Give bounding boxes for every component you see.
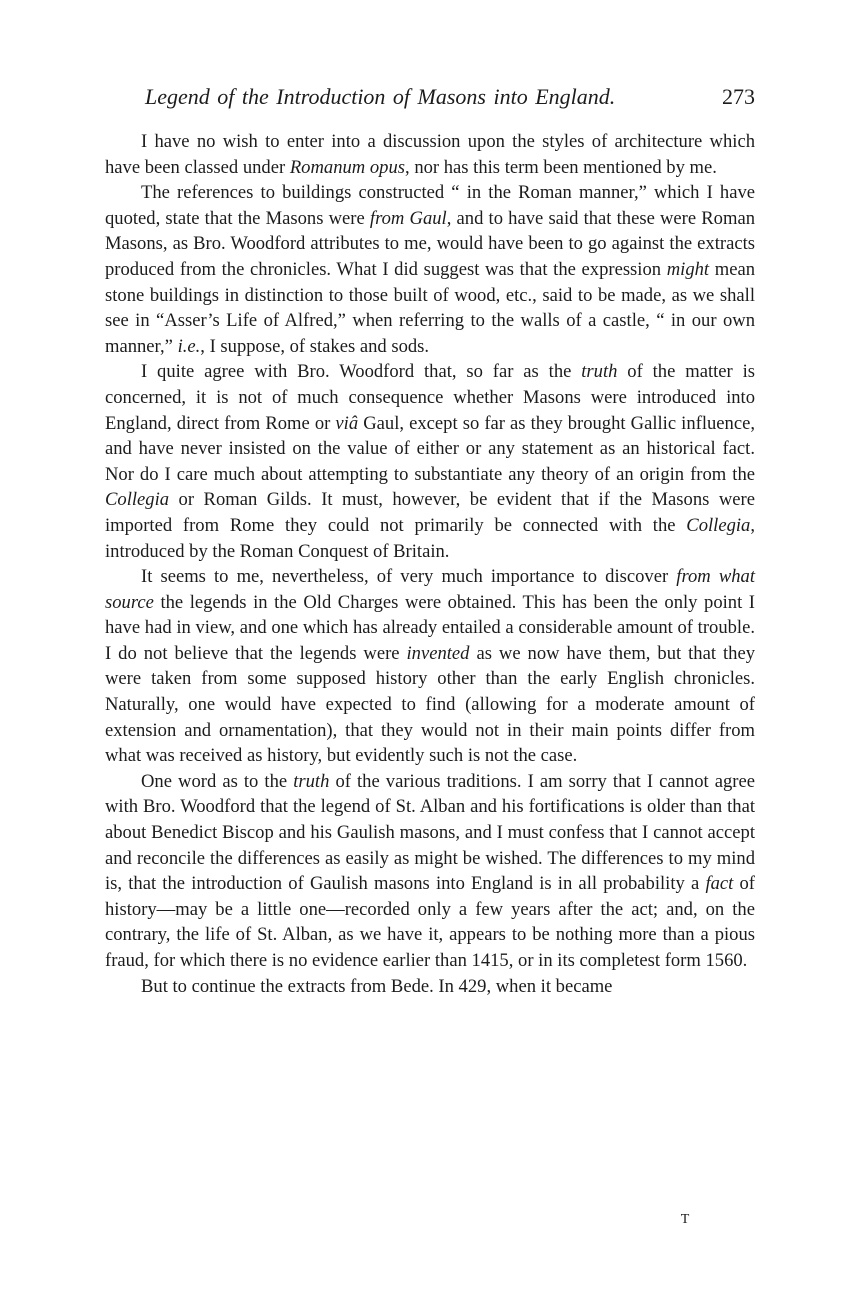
running-header (105, 80, 755, 116)
italic-run: from what source (105, 566, 756, 613)
text-run: of history—may be a little one—recorded only a few years after the act; and, on the contrary, the life of St. Alban, as we have it, appears to be nothing more than a pious fraud, for which there is no evidence earlier than 1415, or in its completest form 1560. (105, 873, 756, 971)
italic-run: truth (293, 770, 330, 792)
text-run: Gaul, except so far as they brought Gallic influence, and have never insisted on the value of either or any statement as an historical fact. Nor do I care much about attempting to substantiate any theory of an origin from the (105, 412, 755, 485)
text-run: of the various traditions. I am sorry that I cannot agree with Bro. Woodford that the legend of St. Alban and his fortifications is older than that about Benedict Biscop and his Gaulish masons, and I must confess that I cannot accept and reconcile the differences as easily as might be wished. The differences to my mind is, that the introduction of Gaulish masons into England is in all probability a (105, 770, 755, 895)
text-run: I have no wish to enter into a discussion upon the styles of architecture which have been classed under (105, 131, 755, 178)
text-run: One word as to the (141, 770, 294, 792)
italic-run: Collegia (105, 489, 170, 511)
text-run: It seems to me, nevertheless, of very much importance to discover (141, 566, 677, 588)
paragraph (105, 769, 755, 974)
paragraph (105, 180, 755, 359)
text-run: , nor has this term been mentioned by me. (405, 156, 717, 178)
paragraph (105, 129, 755, 180)
italic-run: truth (581, 361, 618, 383)
text-run: , and to have said that these were Roman Masons, as Bro. Woodford attributes to me, would have been to go against the extracts produced from the chronicles. What I did suggest was that the expression (105, 207, 755, 280)
signature-mark: T (680, 1212, 690, 1227)
italic-run: invented (406, 642, 470, 664)
text-run: as we now have them, but that they were taken from some supposed history other than the early English chronicles. Naturally, one would have expected to find (allowing for a moderate amount of extension and ornamentation), that they would not in their main points differ from what was received as history, but evidently such is not the case. (105, 642, 755, 767)
paragraph (105, 359, 755, 564)
italic-run: Collegia (686, 514, 751, 536)
page-number: 273 (722, 84, 755, 109)
body-text (105, 129, 755, 999)
paragraph (105, 564, 755, 769)
paragraph (105, 974, 755, 1000)
text-run: , I suppose, of stakes and sods. (200, 335, 430, 357)
italic-run: i.e. (177, 335, 201, 357)
text-run: or Roman Gilds. It must, however, be evident that if the Masons were imported from Rome they could not primarily be connected with the (105, 489, 755, 536)
italic-run: viâ (335, 412, 359, 434)
text-run: the legends in the Old Charges were obtained. This has been the only point I have had in view, and one which has already entailed a considerable amount of trouble. I do not believe that the legends were (105, 591, 755, 664)
text-run: of the matter is concerned, it is not of much consequence whether Masons were introduced into England, direct from Rome or (105, 361, 755, 434)
text-run: mean stone buildings in distinction to those built of wood, etc., said to be made, as we shall see in “Asser’s Life of Alfred,” when referring to the walls of a castle, “ in our own manner,” (105, 258, 756, 357)
italic-run: fact (705, 873, 734, 895)
running-title: Legend of the Introduction of Masons into England. (145, 84, 616, 109)
italic-run: might (666, 258, 710, 280)
text-run: The references to buildings constructed “ in the Roman manner,” which I have quoted, state that the Masons were (105, 182, 755, 229)
text-run: But to continue the extracts from Bede. In 429, when it became (141, 975, 613, 997)
text-run: , introduced by the Roman Conquest of Britain. (105, 514, 755, 562)
italic-run: Romanum opus (289, 156, 406, 178)
italic-run: from Gaul (369, 207, 447, 229)
text-run: I quite agree with Bro. Woodford that, so far as the (141, 361, 582, 383)
